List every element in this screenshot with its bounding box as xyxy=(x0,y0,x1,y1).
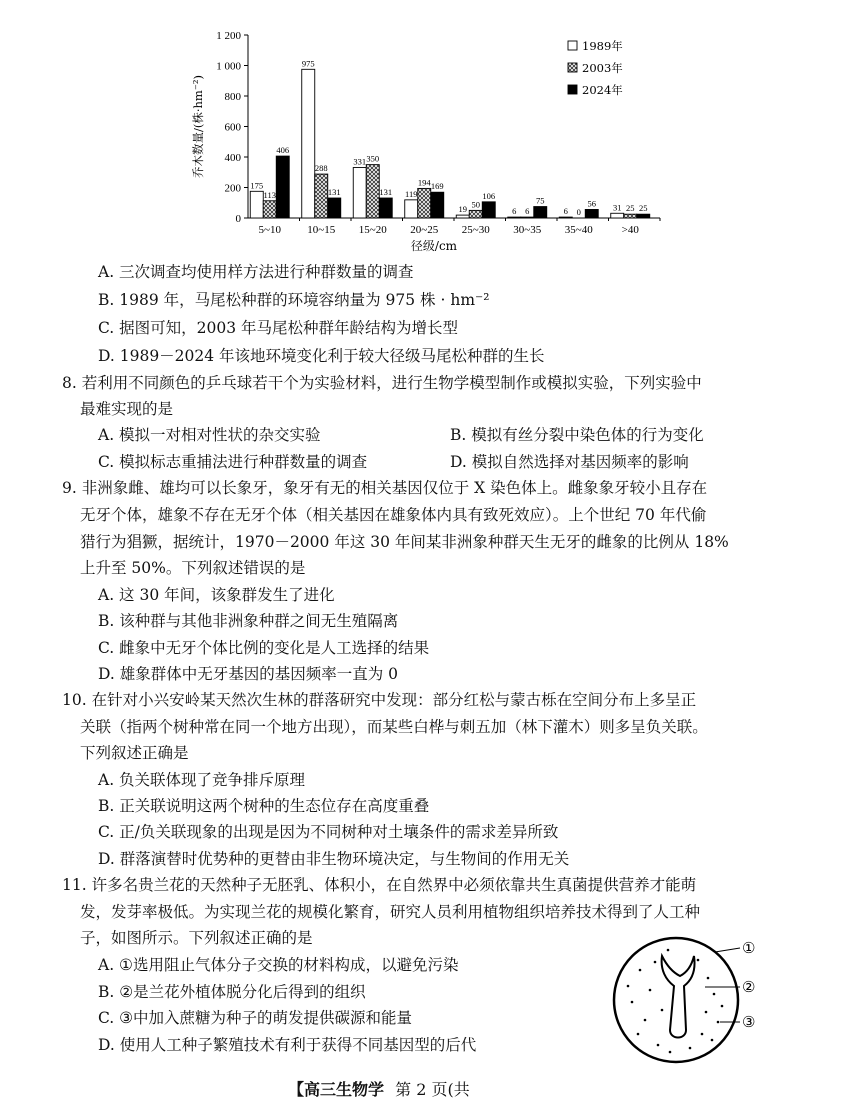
q11-stem-3: 子，如图所示。下列叙述正确的是 xyxy=(80,929,313,947)
x-tick-label: 30~35 xyxy=(513,224,542,236)
q7-option-c: C. 据图可知，2003 年马尾松种群年龄结构为增长型 xyxy=(98,319,459,337)
y-tick-label: 0 xyxy=(235,213,241,225)
q10-option-d: D. 群落演替时优势种的更替由非生物环境决定，与生物间的作用无关 xyxy=(98,850,570,868)
bar-2-2 xyxy=(379,198,392,218)
bar-0-7 xyxy=(611,213,624,218)
q11-option-d: D. 使用人工种子繁殖技术有利于获得不同基因型的后代 xyxy=(98,1036,477,1054)
bar-value-label: 113 xyxy=(263,189,276,200)
bar-1-7 xyxy=(624,214,637,218)
q10-stem-2: 关联（指两个树种常在同一个地方出现），而某些白桦与刺五加（林下灌木）则多呈负关联。 xyxy=(80,718,708,736)
q8-option-a: A. 模拟一对相对性状的杂交实验 xyxy=(98,426,321,444)
bar-value-label: 194 xyxy=(417,177,431,188)
q9-stem: 9. 非洲象雌、雄均可以长象牙，象牙有无的相关基因仅位于 X 染色体上。雌象象牙较小且存在 xyxy=(62,479,708,497)
footer-subject: 高三生物学 xyxy=(304,1080,385,1099)
bar-1-3 xyxy=(418,188,431,218)
bar-value-label: 406 xyxy=(276,145,290,156)
bar-2-7 xyxy=(637,214,650,218)
bar-1-0 xyxy=(263,201,276,218)
bar-value-label: 56 xyxy=(587,198,596,209)
bar-0-5 xyxy=(508,217,521,218)
q9-option-a: A. 这 30 年间，该象群发生了进化 xyxy=(98,586,335,604)
artificial-seed-diagram xyxy=(610,930,770,1070)
q9-option-b: B. 该种群与其他非洲象种群之间无生殖隔离 xyxy=(98,612,399,630)
q10-option-b: B. 正关联说明这两个树种的生态位存在高度重叠 xyxy=(98,797,430,815)
bar-value-label: 288 xyxy=(314,163,328,174)
legend-swatch-2 xyxy=(568,85,577,94)
y-tick-label: 1 000 xyxy=(216,60,241,73)
y-tick-label: 200 xyxy=(224,182,241,195)
bar-0-2 xyxy=(353,168,366,218)
q7-option-a: A. 三次调查均使用样方法进行种群数量的调查 xyxy=(98,263,414,281)
bar-value-label: 350 xyxy=(366,153,380,164)
q8-stem: 8. 若利用不同颜色的乒乓球若干个为实验材料，进行生物学模型制作或模拟实验，下列实验中 xyxy=(62,374,702,392)
q9-stem-4: 上升至 50%。下列叙述错误的是 xyxy=(80,559,306,577)
y-tick-label: 600 xyxy=(224,121,241,134)
bar-1-5 xyxy=(521,217,534,218)
bar-value-label: 119 xyxy=(405,188,418,199)
bar-value-label: 50 xyxy=(471,199,480,210)
bar-value-label: 6 xyxy=(563,206,568,217)
x-axis-label: 径级/cm xyxy=(410,239,458,253)
bar-value-label: 175 xyxy=(250,180,264,191)
bar-2-1 xyxy=(328,198,341,218)
legend-swatch-0 xyxy=(568,41,577,50)
seed-label-3: ③ xyxy=(742,1013,756,1031)
bar-0-4 xyxy=(456,215,469,218)
bar-value-label: 75 xyxy=(536,195,545,206)
legend-label-0: 1989年 xyxy=(582,39,623,53)
q10-stem-3: 下列叙述正确是 xyxy=(80,744,189,762)
q9-stem-3: 猎行为猖獗，据统计，1970－2000 年这 30 年间某非洲象种群天生无牙的雌象的比例从 18% xyxy=(80,533,729,551)
bar-value-label: 0 xyxy=(576,207,581,217)
y-tick-label: 400 xyxy=(224,152,241,164)
q7-option-b: B. 1989 年，马尾松种群的环境容纳量为 975 株 · hm⁻² xyxy=(98,291,490,309)
bar-chart-svg xyxy=(180,28,680,253)
q11-stem: 11. 许多名贵兰花的天然种子无胚乳、体积小，在自然界中必须依靠共生真菌提供营养才能萌 xyxy=(62,876,697,894)
q8-stem-cont: 最难实现的是 xyxy=(80,400,174,418)
q10-option-c: C. 正/负关联现象的出现是因为不同树种对土壤条件的需求差异所致 xyxy=(98,823,559,841)
bar-0-3 xyxy=(405,200,418,218)
bar-value-label: 31 xyxy=(613,202,622,213)
q9-option-c: C. 雌象中无牙个体比例的变化是人工选择的结果 xyxy=(98,639,430,657)
bar-value-label: 331 xyxy=(353,156,367,167)
footer-bracket: 【 xyxy=(288,1080,305,1099)
q7-option-d: D. 1989－2024 年该地环境变化利于较大径级马尾松种群的生长 xyxy=(98,347,545,365)
bar-value-label: 25 xyxy=(626,203,635,214)
bar-value-label: 106 xyxy=(482,190,496,201)
seed-label-2: ② xyxy=(742,978,756,996)
bar-0-0 xyxy=(250,191,263,218)
q8-option-b: B. 模拟有丝分裂中染色体的行为变化 xyxy=(450,426,704,444)
legend-swatch-1 xyxy=(568,63,577,72)
x-tick-label: 10~15 xyxy=(307,224,336,236)
q11-option-b: B. ②是兰花外植体脱分化后得到的组织 xyxy=(98,983,366,1001)
bar-value-label: 19 xyxy=(458,204,467,215)
bar-2-6 xyxy=(585,209,598,218)
q10-option-a: A. 负关联体现了竞争排斥原理 xyxy=(98,771,306,789)
y-axis-label: 乔木数量/(株·hm⁻²) xyxy=(191,75,205,178)
bar-value-label: 6 xyxy=(512,206,517,217)
bar-chart xyxy=(180,28,680,253)
x-tick-label: 20~25 xyxy=(410,224,439,236)
x-tick-label: 15~20 xyxy=(358,224,387,236)
bar-value-label: 169 xyxy=(430,181,444,192)
bar-0-1 xyxy=(302,69,315,218)
q11-stem-2: 发，发芽率极低。为实现兰花的规模化繁育，研究人员利用植物组织培养技术得到了人工种 xyxy=(80,903,701,921)
footer-page: 第 2 页(共 xyxy=(395,1080,470,1099)
bar-2-3 xyxy=(431,192,444,218)
q11-option-c: C. ③中加入蔗糖为种子的萌发提供碳源和能量 xyxy=(98,1009,413,1027)
legend-label-1: 2003年 xyxy=(582,61,623,75)
y-tick-label: 1 200 xyxy=(216,30,241,42)
q10-stem: 10. 在针对小兴安岭某天然次生林的群落研究中发现：部分红松与蒙古栎在空间分布上多呈正 xyxy=(62,691,697,709)
page-footer xyxy=(288,1077,470,1100)
bar-2-5 xyxy=(534,207,547,218)
x-tick-label: 25~30 xyxy=(461,224,490,236)
bar-value-label: 6 xyxy=(525,206,530,217)
bar-value-label: 131 xyxy=(379,187,393,198)
bar-value-label: 25 xyxy=(639,203,648,214)
bar-2-4 xyxy=(482,202,495,218)
bar-0-6 xyxy=(559,217,572,218)
bar-1-2 xyxy=(366,165,379,218)
x-tick-label: 35~40 xyxy=(564,224,593,236)
bar-1-4 xyxy=(469,210,482,218)
q11-option-a: A. ①选用阻止气体分子交换的材料构成，以避免污染 xyxy=(98,956,459,974)
q8-option-c: C. 模拟标志重捕法进行种群数量的调查 xyxy=(98,453,368,471)
bar-2-0 xyxy=(276,156,289,218)
y-tick-label: 800 xyxy=(224,91,241,103)
bar-1-1 xyxy=(315,174,328,218)
seed-label-1: ① xyxy=(742,939,756,957)
q9-option-d: D. 雄象群体中无牙基因的基因频率一直为 0 xyxy=(98,665,399,683)
q9-stem-2: 无牙个体，雄象不存在无牙个体（相关基因在雄象体内具有致死效应）。上个世纪 70 年代偷 xyxy=(80,506,707,524)
x-tick-label: >40 xyxy=(621,224,639,236)
legend-label-2: 2024年 xyxy=(582,83,623,97)
q8-option-d: D. 模拟自然选择对基因频率的影响 xyxy=(450,453,689,471)
bar-value-label: 975 xyxy=(301,58,315,69)
x-tick-label: 5~10 xyxy=(258,224,281,236)
bar-value-label: 131 xyxy=(327,187,341,198)
